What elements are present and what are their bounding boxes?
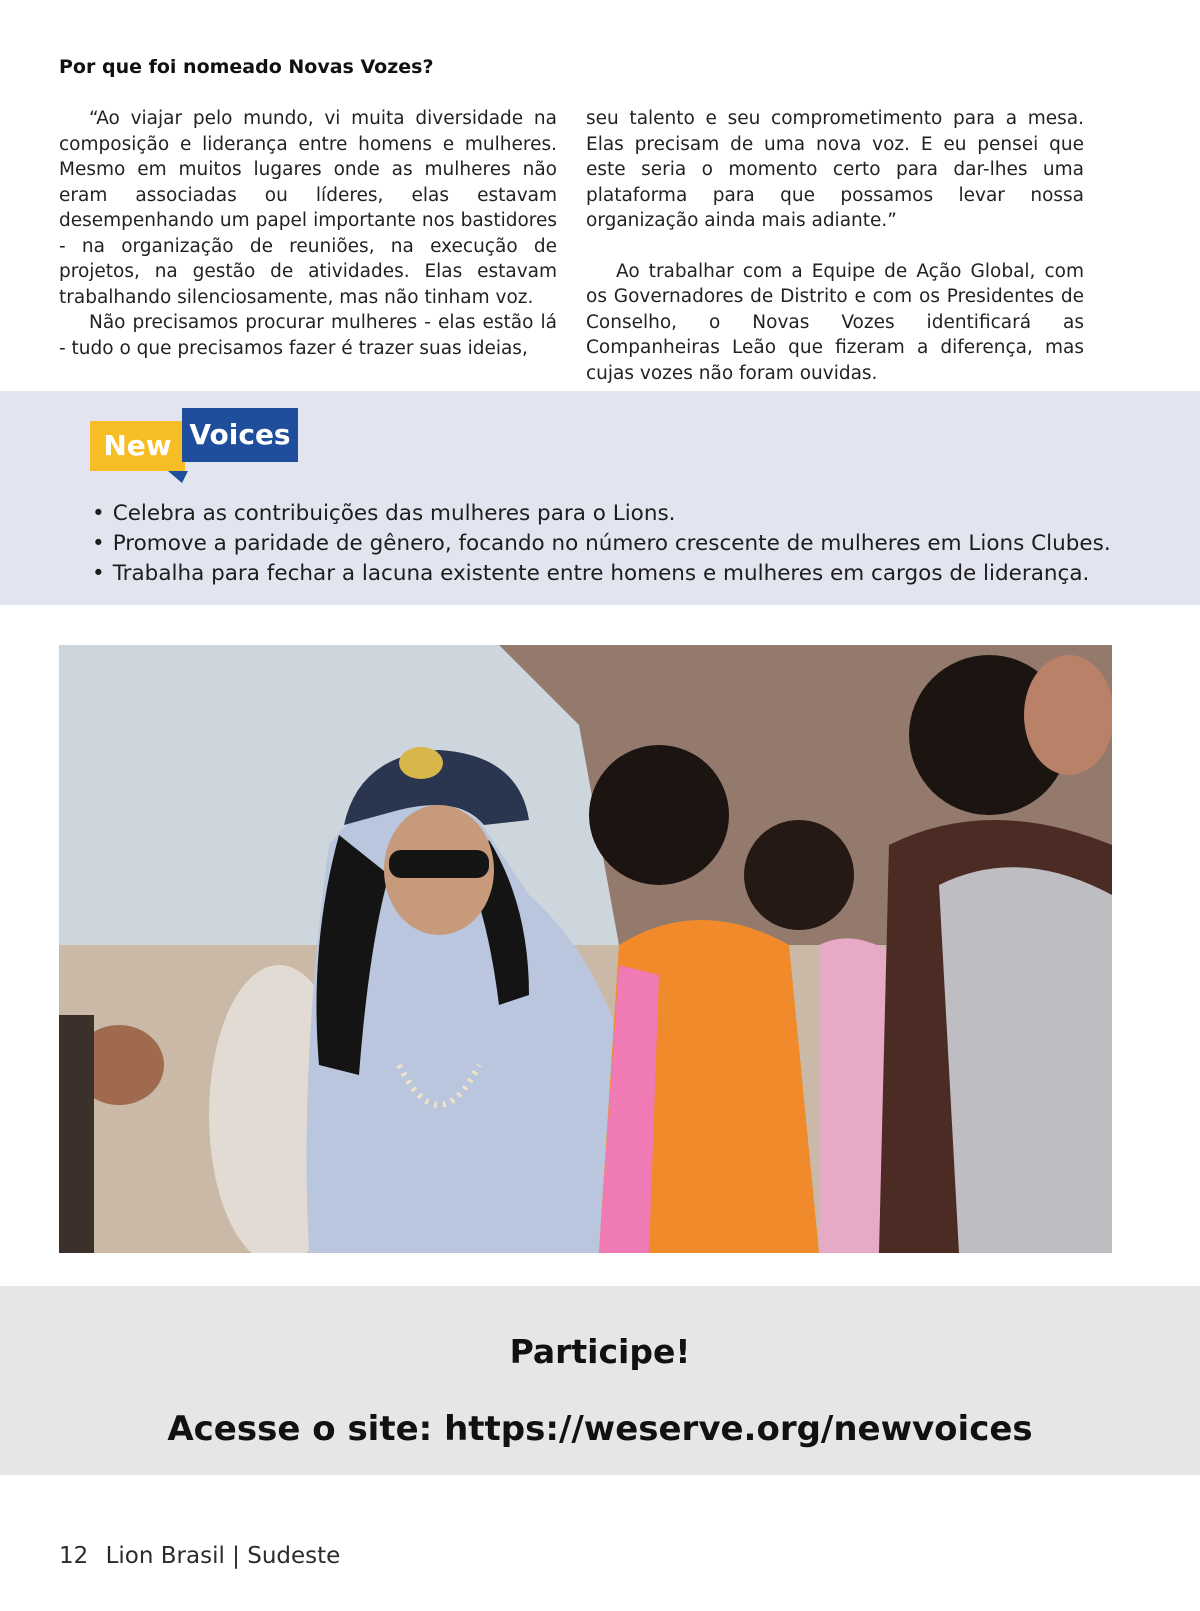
article-column-right (586, 106, 1084, 386)
article-heading: Por que foi nomeado Novas Vozes? (59, 56, 434, 78)
lions-member-with-children-photo (59, 645, 1112, 1253)
cta-title: Participe! (509, 1332, 691, 1371)
call-to-action-banner (0, 1286, 1200, 1475)
publication-name: Lion Brasil | Sudeste (105, 1543, 341, 1569)
bullet-item: • Celebra as contribuições das mulheres para o Lions. (92, 499, 1111, 529)
article-paragraph: Ao trabalhar com a Equipe de Ação Global, com os Governadores de Distrito e com os Presidentes de Conselho, o Novas Vozes identificará as Companheiras Leão que fizeram a diferença, mas cujas vozes não foram ouvidas. (586, 260, 1084, 384)
page-number: 12 (59, 1543, 89, 1569)
speech-bubble-tail-icon (168, 471, 188, 483)
article-column-left (59, 106, 557, 361)
article-paragraph: Não precisamos procurar mulheres - elas estão lá - tudo o que precisamos fazer é trazer suas ideias, (59, 312, 557, 359)
new-voices-logo (90, 408, 298, 484)
logo-new-text: New (90, 421, 185, 471)
page-footer (59, 1543, 350, 1569)
logo-voices-text: Voices (182, 408, 298, 462)
cta-website-link[interactable]: Acesse o site: https://weserve.org/newvoices (167, 1409, 1033, 1449)
new-voices-bullets (92, 499, 1111, 589)
photo-illustration (59, 645, 1112, 1253)
bullet-item: • Trabalha para fechar a lacuna existente entre homens e mulheres em cargos de liderança. (92, 559, 1111, 589)
article-paragraph: seu talento e seu comprometimento para a mesa. Elas precisam de uma nova voz. E eu pensei que este seria o momento certo para dar-lhes uma plataforma para que possamos levar nossa organização ainda mais adiante.” (586, 108, 1084, 231)
article-paragraph: “Ao viajar pelo mundo, vi muita diversidade na composição e liderança entre homens e mulheres. Mesmo em muitos lugares onde as mulheres não eram associadas ou líderes, elas estavam desempenhando um papel importante nos bastidores - na organização de reuniões, na execução de projetos, na gestão de atividades. Elas estavam trabalhando silenciosamente, mas não tinham voz. (59, 108, 557, 308)
bullet-item: • Promove a paridade de gênero, focando no número crescente de mulheres em Lions Clubes. (92, 529, 1111, 559)
new-voices-band (0, 391, 1200, 605)
